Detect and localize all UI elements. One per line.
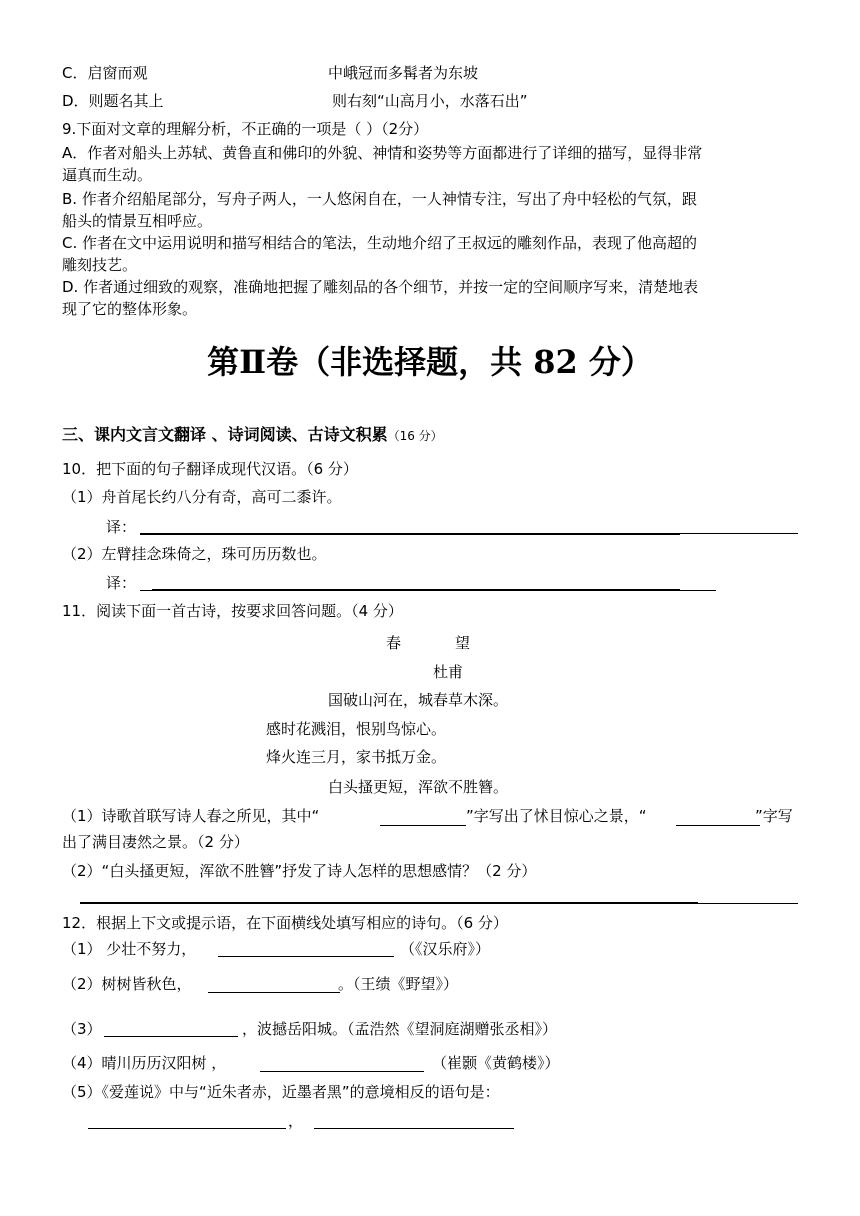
q8-option-c-label: C．启窗而观 — [62, 64, 148, 82]
q12-item-1-source: （《汉乐府》） — [400, 940, 491, 958]
q12-item-5-comma: ， — [288, 1112, 304, 1130]
q12-item-4-blank[interactable] — [260, 1071, 424, 1072]
q10-answer-line-1[interactable] — [140, 533, 680, 535]
q10-answer-line-1-ext[interactable] — [680, 533, 798, 534]
poem-title-char-2: 望 — [455, 634, 471, 652]
q12-item-1-text: （1） 少壮不努力， — [62, 940, 197, 958]
q9-option-a-line1: A．作者对船头上苏轼、黄鲁直和佛印的外貌、神情和姿势等方面都进行了详细的描写，显得非常 — [62, 144, 703, 162]
poem-line-4: 白头搔更短，浑欲不胜簪。 — [328, 778, 509, 796]
q12-item-5-text: （5）《爱莲说》中与“近朱者赤，近墨者黑”的意境相反的语句是： — [62, 1083, 500, 1101]
q11-part1-d: 出了满目凄然之景。（2 分） — [62, 833, 249, 851]
q8-option-d-label: D．则题名其上 — [62, 92, 164, 110]
q12-item-2-text: （2）树树皆秋色， — [62, 975, 192, 993]
q9-option-c-line1: C. 作者在文中运用说明和描写相结合的笔法，生动地介绍了王叔远的雕刻作品，表现了他高超的 — [62, 234, 698, 252]
q12-item-5-blank-1[interactable] — [88, 1128, 286, 1129]
q11-answer-line[interactable] — [80, 902, 698, 904]
section3-score: （16 分） — [387, 429, 443, 443]
q12-item-4-text: （4）晴川历历汉阳树 ， — [62, 1054, 227, 1072]
q12-item-2-source: 。（王绩《野望》） — [338, 975, 459, 993]
q11-stem: 11．阅读下面一首古诗，按要求回答问题。（4 分） — [62, 602, 403, 620]
q12-stem: 12．根据上下文或提示语，在下面横线处填写相应的诗句。（6 分） — [62, 914, 508, 932]
q12-item-5-blank-2[interactable] — [314, 1128, 514, 1129]
q8-option-c-text: 中峨冠而多髯者为东坡 — [328, 64, 479, 82]
q9-option-b-line2: 船头的情景互相呼应。 — [62, 212, 213, 230]
q9-option-c-line2: 雕刻技艺。 — [62, 256, 138, 274]
poem-line-2: 感时花溅泪，恨别鸟惊心。 — [266, 720, 447, 738]
q12-item-1-blank[interactable] — [218, 956, 394, 957]
q10-sentence-2: （2）左臂挂念珠倚之，珠可历历数也。 — [62, 545, 327, 563]
poem-author: 杜甫 — [433, 663, 464, 681]
q10-stem: 10．把下面的句子翻译成现代汉语。（6 分） — [62, 460, 358, 478]
q12-item-3-label: （3） — [62, 1020, 102, 1038]
q11-part2: （2）“白头搔更短，浑欲不胜簪”抒发了诗人怎样的思想感情？（2 分） — [62, 862, 537, 880]
poem-title-char-1: 春 — [386, 634, 402, 652]
q12-item-3-blank[interactable] — [104, 1036, 238, 1037]
q10-answer-line-2-ext[interactable] — [680, 590, 716, 591]
poem-line-3: 烽火连三月，家书抵万金。 — [266, 748, 447, 766]
q10-answer-line-2-start[interactable] — [140, 590, 152, 591]
q9-option-b-line1: B. 作者介绍船尾部分，写舟子两人，一人悠闲自在，一人神情专注，写出了舟中轻松的气氛，跟 — [62, 190, 697, 208]
q11-part1-a: （1）诗歌首联写诗人春之所见，其中“ — [62, 807, 320, 825]
q9-option-a-line2: 逼真而生动。 — [62, 166, 153, 184]
q9-stem: 9.下面对文章的理解分析，不正确的一项是（ ）（2分） — [62, 120, 429, 138]
q10-translate-label-2: 译： — [106, 574, 137, 592]
q11-part1-b: ”字写出了怵目惊心之景，“ — [466, 807, 647, 825]
q12-item-3-text: ，波撼岳阳城。（孟浩然《望洞庭湖赠张丞相》） — [242, 1020, 558, 1038]
q11-blank-2[interactable] — [676, 825, 760, 826]
q12-item-2-blank[interactable] — [208, 992, 340, 993]
poem-line-1: 国破山河在，城春草木深。 — [328, 691, 509, 709]
q10-translate-label-1: 译： — [106, 518, 137, 536]
section3-heading-text: 三、课内文言文翻译 、诗词阅读、古诗文积累 — [62, 425, 388, 444]
part2-title: 第Ⅱ卷（非选择题，共 82 分） — [207, 343, 653, 381]
q11-answer-line-ext[interactable] — [698, 903, 798, 904]
q11-part1-c: ”字写 — [755, 807, 793, 825]
q11-blank-1[interactable] — [380, 825, 466, 826]
q10-sentence-1: （1）舟首尾长约八分有奇，高可二黍许。 — [62, 488, 342, 506]
q8-option-d-text: 则右刻“山高月小，水落石出” — [332, 92, 528, 110]
q12-item-4-source: （崔颢《黄鹤楼》） — [432, 1054, 560, 1072]
section3-heading — [62, 424, 443, 447]
q9-option-d-line1: D. 作者通过细致的观察，准确地把握了雕刻品的各个细节，并按一定的空间顺序写来，清楚地表 — [62, 278, 699, 296]
q10-answer-line-2[interactable] — [152, 589, 680, 591]
q9-option-d-line2: 现了它的整体形象。 — [62, 300, 198, 318]
